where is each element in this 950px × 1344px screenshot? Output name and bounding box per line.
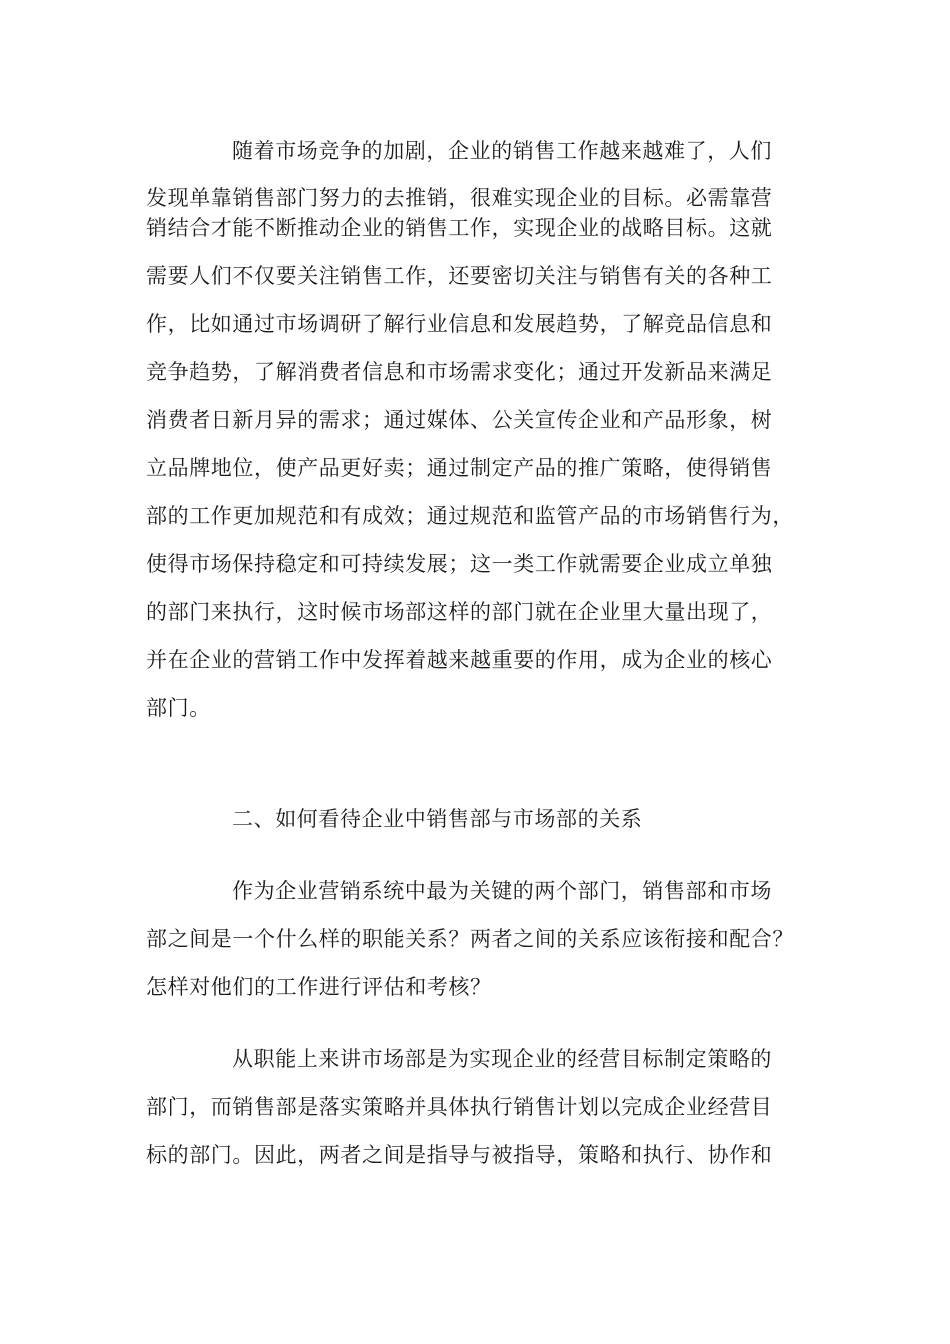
paragraph-1-line-12: 并在企业的营销工作中发挥着越来越重要的作用，成为企业的核心 — [146, 648, 773, 672]
paragraph-1-line-1: 随着市场竞争的加剧，企业的销售工作越来越难了，人们 — [232, 139, 772, 163]
paragraph-1-line-10: 使得市场保持稳定和可持续发展；这一类工作就需要企业成立单独 — [146, 552, 773, 576]
paragraph-3-line-3: 标的部门。因此，两者之间是指导与被指导，策略和执行、协作和 — [146, 1143, 773, 1167]
paragraph-1-line-4: 需要人们不仅要关注销售工作，还要密切关注与销售有关的各种工 — [146, 264, 773, 288]
paragraph-2-line-1: 作为企业营销系统中最为关键的两个部门，销售部和市场 — [232, 879, 772, 903]
paragraph-1-line-7: 消费者日新月异的需求；通过媒体、公关宣传企业和产品形象，树 — [146, 408, 773, 432]
paragraph-1-line-8: 立品牌地位，使产品更好卖；通过制定产品的推广策略，使得销售 — [146, 456, 773, 480]
paragraph-1-line-3: 销结合才能不断推动企业的销售工作，实现企业的战略目标。这就 — [146, 216, 773, 240]
paragraph-2-line-2: 部之间是一个什么样的职能关系？两者之间的关系应该衔接和配合？ — [146, 927, 794, 951]
paragraph-1-line-6: 竞争趋势，了解消费者信息和市场需求变化；通过开发新品来满足 — [146, 360, 773, 384]
paragraph-1-line-11: 的部门来执行，这时候市场部这样的部门就在企业里大量出现了， — [146, 600, 773, 624]
paragraph-1-line-2: 发现单靠销售部门努力的去推销，很难实现企业的目标。必需靠营 — [146, 186, 773, 210]
paragraph-3-line-1: 从职能上来讲市场部是为实现企业的经营目标制定策略的 — [232, 1047, 772, 1071]
paragraph-1-line-9: 部的工作更加规范和有成效；通过规范和监管产品的市场销售行为， — [146, 504, 794, 528]
paragraph-1-line-5: 作，比如通过市场调研了解行业信息和发展趋势，了解竞品信息和 — [146, 312, 773, 336]
paragraph-2-line-3: 怎样对他们的工作进行评估和考核？ — [146, 975, 492, 999]
paragraph-1-line-13: 部门。 — [146, 696, 211, 720]
paragraph-3-line-2: 部门，而销售部是落实策略并具体执行销售计划以完成企业经营目 — [146, 1095, 773, 1119]
section-heading: 二、如何看待企业中销售部与市场部的关系 — [232, 807, 643, 831]
